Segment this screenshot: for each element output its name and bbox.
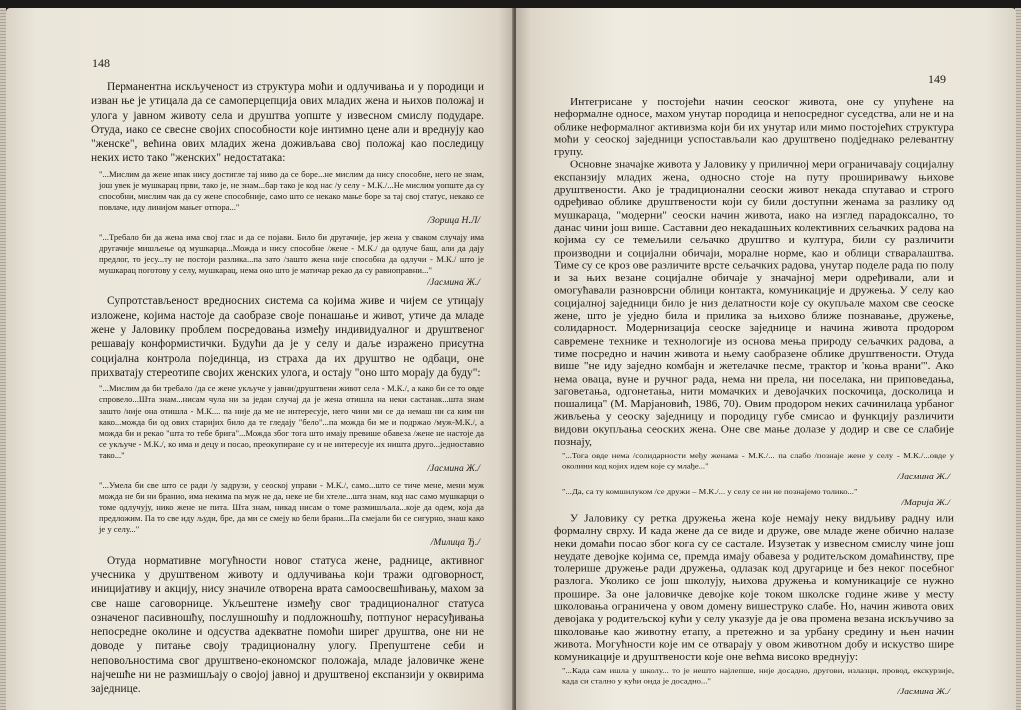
- right-page-text: [554, 96, 954, 702]
- page-number: 148: [92, 56, 110, 70]
- quote-attribution: /Јасмина Ж./: [427, 462, 480, 474]
- interview-quote: "...Умела би све што се ради /у задрузи, у сеоској управи - М.К./, само...што се тиче мене, мени муж можда не би ни бранио, има некима па муж не да, неке не би хтеле...шта знам, код нас само мушкарци о томе одлучују, нико жене не пита. Шта знам, никад нисам о томе размишљала...које да одем, која да предложим. Па то све иду људи, бре, да ми се смеју ко бели брани...Па смејали би се сигурно, знаш како је у селу...": [99, 479, 484, 535]
- interview-quote: "...Када сам ишла у школу... то је нешто најлепше, није досадно, другови, излазци, провод, екскурзије, када си стално у кући онда је досадно...": [562, 666, 954, 686]
- body-paragraph: Основне значајке живота у Јаловику у приличној мери ограничавају социјалну експанзију младих жена, односно стоје на путу прошириваwу њихове друштвености. Ако је традиционални сеоски живот некада спутавао и строго одређивао облике друштвености који су били доступни женама за разлику од мушкараца, "модерни" сеоски начин живота, иако на изглед парадоксално, то данас чини још више. Саставни део некадашњих колективних сељачких радова на којима су се темељили сељачко друштво и култура, били су различити производни и социјални обичаји, моралне норме, као и облици стваралаштва. Тиме су се кроз ове различите врсте сељачких радова, унутар поделе рада по полу и за њих везане социјалне обичаје у значајној мери одређивали, али и омогућавали разноврсни облици контакта, комуникације и дружења. У селу као социјалној заједници било је низ делатности које су окупљале махом све сеоске жене, што је уједно била и прилика за њихово ближе познавање, дружење, солидарност. Модернизација сеоске заједнице и начина живота продором савремене технике и технологије из основа мења природу сељачких радова, а тиме посредно и начин живота и њему саобразене облике друштвености. Отуда више "не иду заједно комбајн и жетелачке песме, трактор и 'коња врани'". Ако нема оваца, вуне и ручног рада, нема ни прела, ни поселака, ни приповедања, заговетања, одгонетања, нити момачких и девојачких поскочица, досколица и пошалица" (М. Марјановић, 1986, 70). Овим продором неких сачинилаца урбаног живљења у сеоску заједницу и породицу губе смисао и функцију различити видови окупљања сеоских жена. Оне све мање долазе у додир и све се слабије познају,: [554, 159, 954, 448]
- interview-quote: "...Мислим да би требало /да се жене укључе у јавни/друштвени живот села - М.К./, а како би се то овде спровело...Шта знам...нисам чула ни за један случај да је жена отишла на неки састанак...шта знам зашто /није она отишла - М.К.... па није да ме не интересује, него чини ми се да немаш ни са ким ни како...можда би од ових старијих било да те гледају "бело"...па можда би ме и подржао /муж-М.К./, а можда би и рекао "шта то тебе брига"...Можда због тога што имају превише обавеза /жене не настоје да се укључе - М.К./, ко има и децу и посао, преокупиране су и не интересује их ништа друго...једноставно тако...": [99, 383, 484, 461]
- quote-attribution: /Јасмина Ж./: [897, 471, 950, 482]
- body-paragraph: Перманентна искљученост из структура моћи и одлучивања и у породици и изван ње је утицала да се самоперцепција ових младих жена и њихов положај и улога у јавном животу села и друштва уопште у извесном смислу подударе. Отуда, иако се свесне својих способности које интимно цене али и вреднују као "женске", већина ових младих жена доживљава свој положај као последицу неких исто тако "женских" недостатака:: [91, 81, 484, 165]
- interview-quote: "...Требало би да жена има свој глас и да се појави. Било би другачије, јер жена у сваком случају има другачије мишљење од мушкарца...Можда и нису способне /жене - М.К./ да одлуче баш, али да дају предлог, то јесу...ту не постоји разлика...па зато /зашто жена није способна да одлучи - М.К./ што је мушкарац поготову у селу, мушкарац, нема оно што је матичар рекао да су равноправни...": [99, 231, 484, 276]
- quote-attribution: /Јасмина Ж./: [897, 687, 950, 697]
- interview-quote: "...Да, са ту комшилуком /се дружи – М.К./... у селу се ни не познајемо толико...": [562, 486, 858, 496]
- interview-quote: "...Тога овде нема /солидарности међу женама - М.К./... па слабо /познаје жене у селу - М.К./...овде у околини код којих идем које су млађе...": [562, 451, 954, 470]
- interview-quote: "...Мислим да жене ипак нису достигле тај ниво да се боре...не мислим да нису способне, него не знам, још увек је мушкарац први, тако је, не знам...бар тако је код нас /у селу - М.К./...Не мислим уопште да су способни, мислим чак да су жене способније, само што се некако мање боре за тај свој статус, некако се повлаче, иду линијом мањег отпора...": [99, 168, 484, 213]
- body-paragraph: Супротстављеност вредносних система са којима живе и чијем се утицају изложене, којима настоје да саобразе своје понашање и живот, утиче да младе жене у Јаловику проблем посредовања између индивидуалног и друштвеног решавају конформистички. Будући да је у селу и даље изражено присутна социјална контрола појединца, из страха да их друштво не одбаци, оне прихватају стереотипе својих женских улога, и остају "оно што морају да буду":: [91, 295, 484, 379]
- quote-attribution: /Зорица Н.Л/: [427, 214, 480, 226]
- quote-attribution: /Милица Ђ./: [430, 536, 480, 548]
- body-paragraph: У Јаловику су ретка дружења жена које немају неку видљиву радну или формалну сврху. И када жене да се виде и друже, ове младе жене обично налазе неки домаћи посао због кога су се састале. Изузетак у извесном смислу чине још неудате девојке којима се, премда имају обавеза у родитељском домаћинству, пре толерише дружење ради дружења, одлазак код другарице и без неког посебног разлога. Уколико се још школују, њихова дружења и комуникације се нужно прошире. За оне јаловичке девојке које током школске године живе у месту школовања ограничена у овом домену вишеструко слабе. Но, начин живота ових девојака у родитељској кући у селу указује да је ова промена везана искључиво за школовање као животну етапу, а претежно и за урбану средину и њен начин живота. Могућности које им се отварају у овом животном добу и искуство шире комуникације и друштвености које оне већма високо вреднују:: [554, 513, 954, 663]
- left-page-text: [91, 80, 484, 697]
- page-number: 149: [928, 72, 946, 86]
- body-paragraph: Интегрисане у постојећи начин сеоског живота, оне су упућене на неформалне односе, махом унутар породица и непосредног суседства, али не и на облике неформалног активизма који би их унутар или мимо постојећих структура моћи у сеоској заједници успостављали као друштвено подједнако релевантну групу.: [554, 96, 954, 158]
- body-paragraph: Отуда нормативне могућности новог статуса жене, раднице, активног учесника у друштвеном животу и одлучивања који тражи одговорност, иницијативу и акцију, нису значиле отворена врата самоосвешћивању, махом за све наше саговорнице. Укљештене између свог традиционалног статуса означеног пасивношћу, послушношћу и подложношћу, потпуног нерасуђивања непосредне околине и одсуства адекватне помоћи ширег друштва, оне ни не доводе у питање своју традиционалну улогу. Препуштене себи и неповољностима свог друштвено-економског положаја, младе јаловичке жене најчешће ни не размишљају о својој јавној и друштвеној експанзији у оквирима заједнице.: [91, 554, 484, 696]
- quote-attribution: /Јасмина Ж./: [427, 277, 480, 289]
- left-page: [6, 8, 514, 710]
- right-page: [516, 8, 1016, 710]
- quote-attribution: /Марија Ж./: [901, 497, 950, 508]
